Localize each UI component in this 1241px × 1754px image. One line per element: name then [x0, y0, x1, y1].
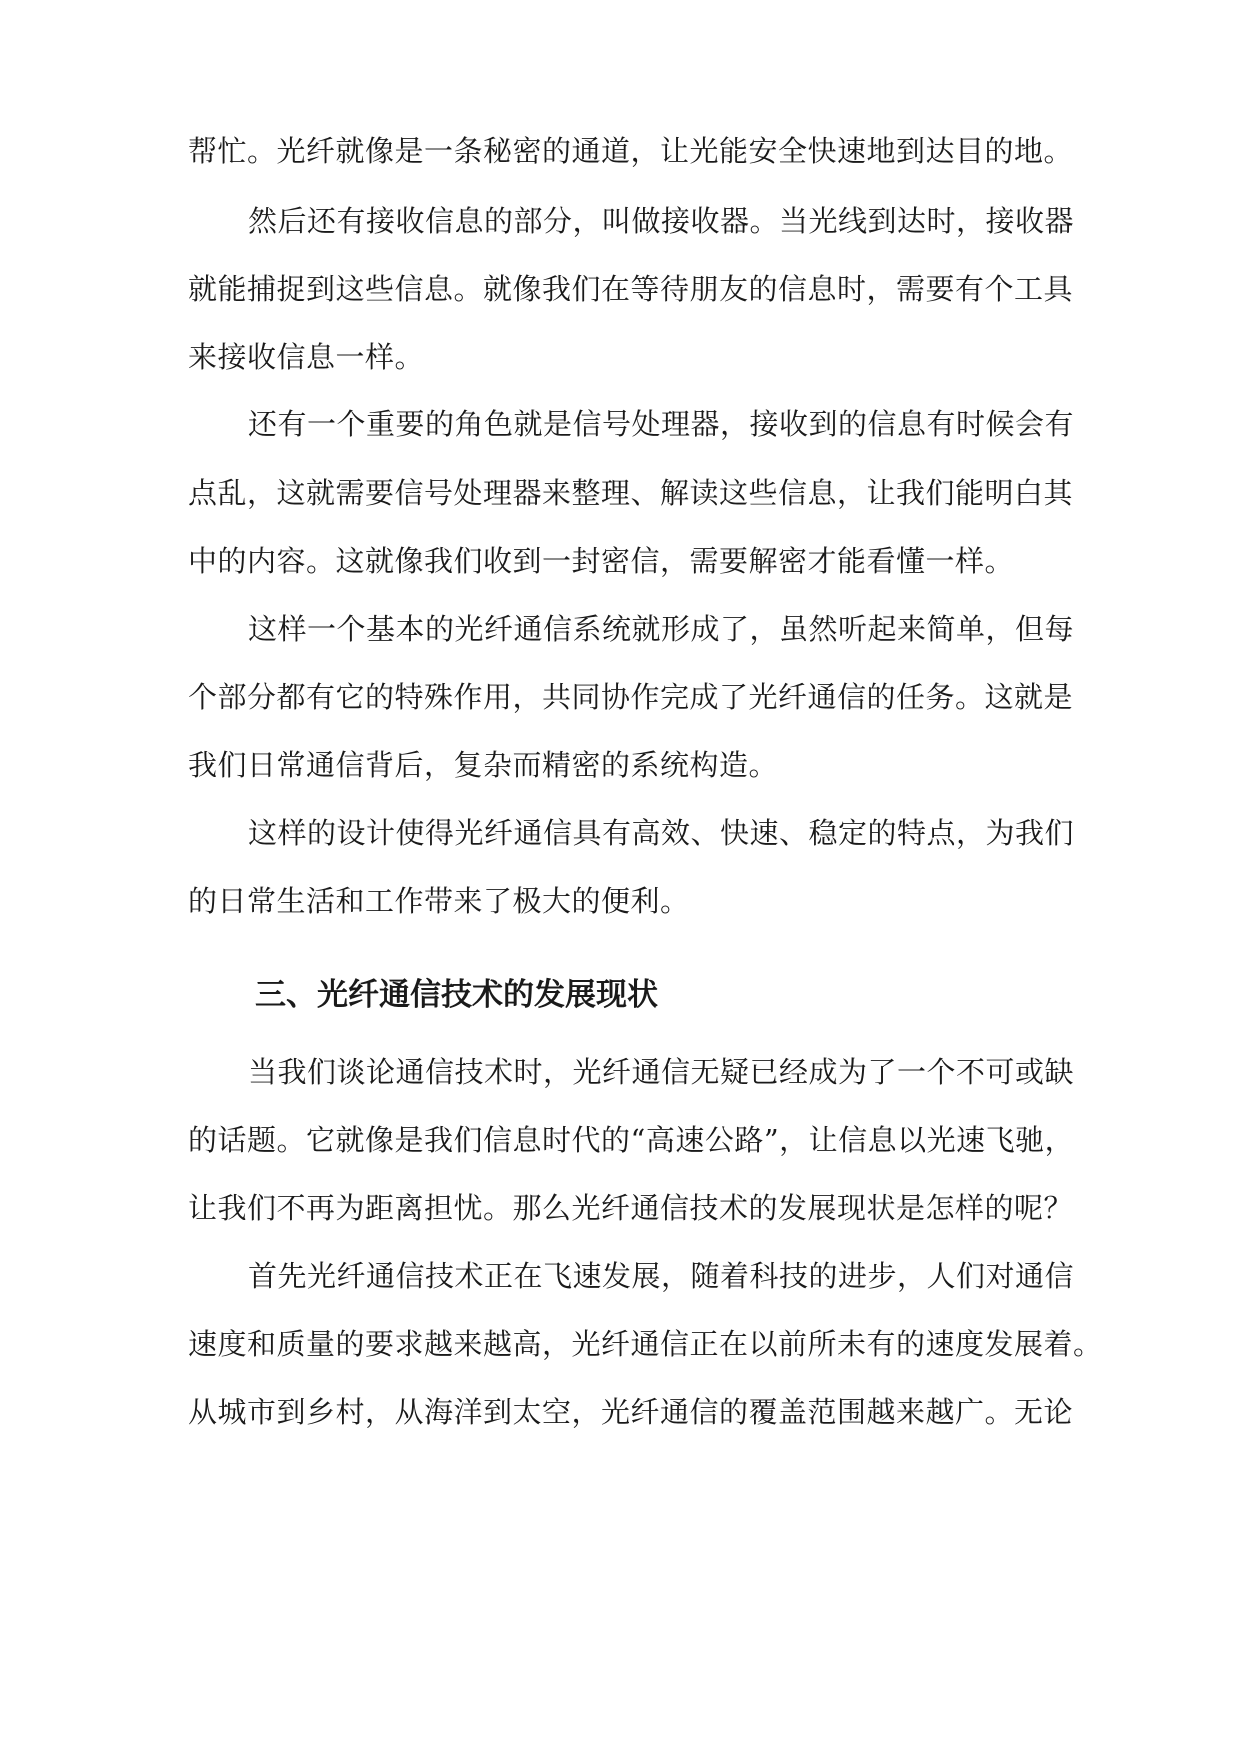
text-line: 的日常生活和工作带来了极大的便利。: [188, 884, 690, 918]
text-line: 从城市到乡村，从海洋到太空，光纤通信的覆盖范围越来越广。无论: [188, 1395, 1074, 1429]
text-line: 速度和质量的要求越来越高，光纤通信正在以前所未有的速度发展着。: [188, 1327, 1103, 1361]
paragraph-start-line: 当我们谈论通信技术时，光纤通信无疑已经成为了一个不可或缺: [248, 1055, 1075, 1089]
paragraph-start-line: 这样的设计使得光纤通信具有高效、快速、稳定的特点，为我们: [248, 816, 1075, 850]
text-line: 我们日常通信背后，复杂而精密的系统构造。: [188, 748, 779, 782]
text-line: 个部分都有它的特殊作用，共同协作完成了光纤通信的任务。这就是: [188, 680, 1074, 714]
text-line: 帮忙。光纤就像是一条秘密的通道，让光能安全快速地到达目的地。: [188, 134, 1074, 168]
text-line: 来接收信息一样。: [188, 340, 425, 374]
paragraph-start-line: 然后还有接收信息的部分，叫做接收器。当光线到达时，接收器: [248, 204, 1075, 238]
text-line: 的话题。它就像是我们信息时代的“高速公路”，让信息以光速飞驰，: [188, 1123, 1075, 1157]
section-heading: 三、光纤通信技术的发展现状: [255, 977, 658, 1013]
text-line: 就能捕捉到这些信息。就像我们在等待朋友的信息时，需要有个工具: [188, 272, 1074, 306]
text-line: 点乱，这就需要信号处理器来整理、解读这些信息，让我们能明白其: [188, 476, 1074, 510]
paragraph-start-line: 还有一个重要的角色就是信号处理器，接收到的信息有时候会有: [248, 407, 1075, 441]
text-line: 让我们不再为距离担忧。那么光纤通信技术的发展现状是怎样的呢？: [188, 1191, 1074, 1225]
paragraph-start-line: 首先光纤通信技术正在飞速发展，随着科技的进步，人们对通信: [248, 1259, 1075, 1293]
paragraph-start-line: 这样一个基本的光纤通信系统就形成了，虽然听起来简单，但每: [248, 612, 1075, 646]
text-line: 中的内容。这就像我们收到一封密信，需要解密才能看懂一样。: [188, 544, 1015, 578]
